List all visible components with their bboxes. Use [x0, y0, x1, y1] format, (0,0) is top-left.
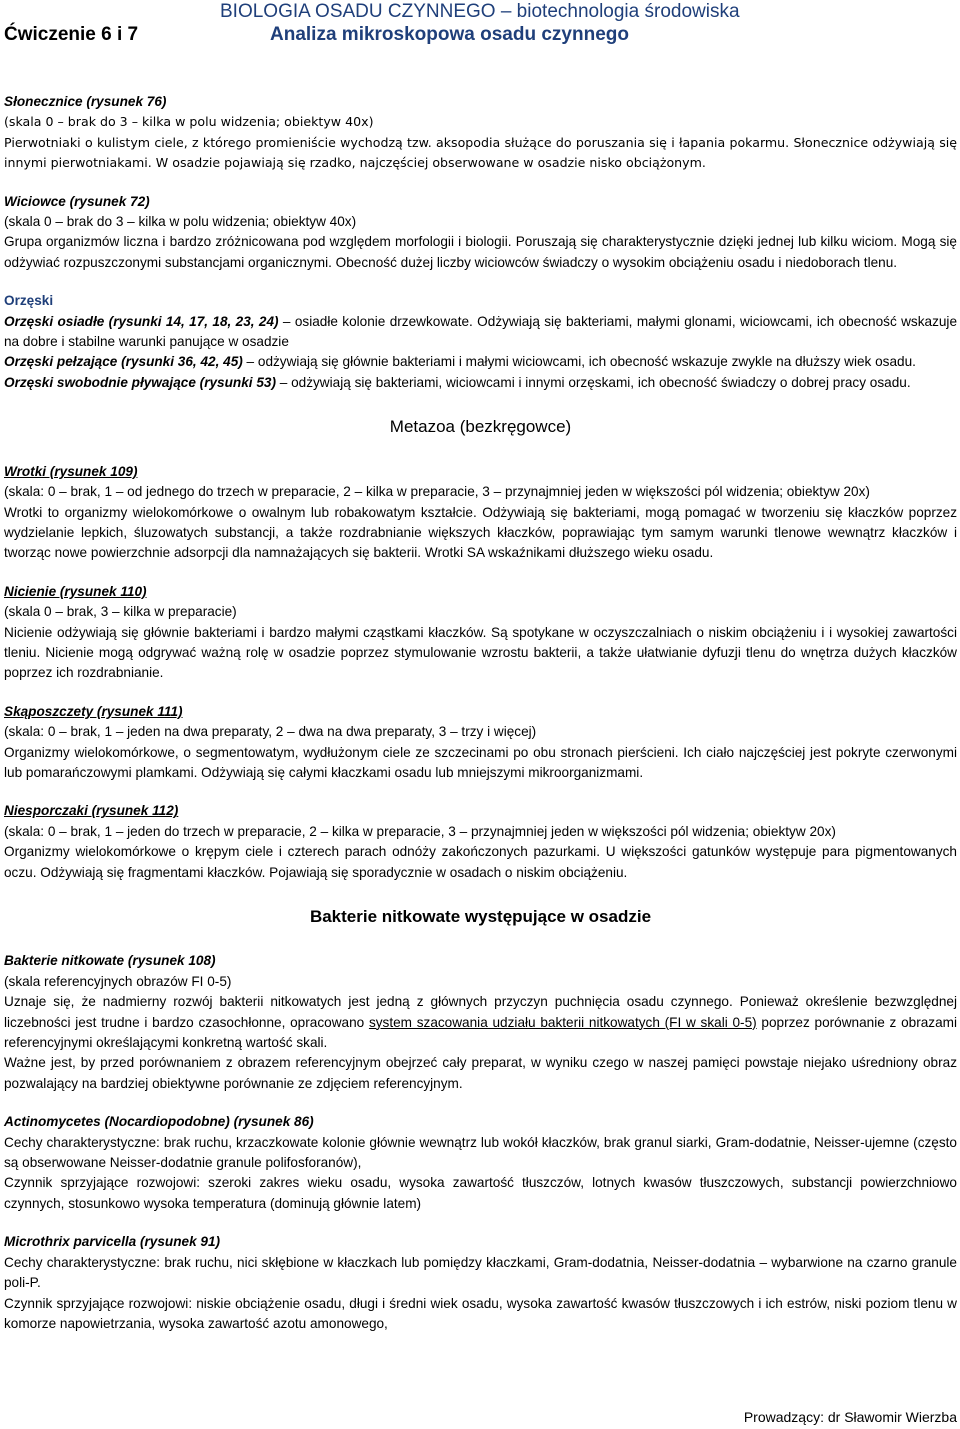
nitkowate-heading: Bakterie nitkowate (rysunek 108): [4, 953, 216, 969]
actinomycetes-czynnik: Czynnik sprzyjające rozwojowi: szeroki zakres wieku osadu, wysoka zawartość tłuszczów, lotnych kwasów tłuszczowych, substancji powierzchniowo czynnych, stosunkowo wysoka temperatura (dominują głównie latem): [4, 1175, 957, 1211]
metazoa-heading: Metazoa (bezkręgowce): [389, 417, 572, 437]
course-title: BIOLOGIA OSADU CZYNNEGO – biotechnologia środowiska: [220, 1, 740, 22]
nitkowate-desc-b: poprzez porównanie z obrazami referencyjnymi określającymi konkretną wartość skali.: [4, 1014, 957, 1051]
skaposzczety-heading: Skąposzczety (rysunek 111): [4, 703, 183, 719]
bakterie-heading: Bakterie nitkowate występujące w osadzie: [309, 907, 652, 926]
niesporczaki-desc: Organizmy wielokomórkowe o krępym ciele i czterech parach odnóży zakończonych pazurkami. U większości gatunków występuje para pigmentowanych oczu. Odżywiają się fragmentami kłaczków. Pojawiają się sporadycznie w osadach o niskim obciążeniu.: [4, 844, 957, 880]
wrotki-desc: Wrotki to organizmy wielokomórkowe o owalnym lub robakowatym kształcie. Odżywiają się bakteriami, mogą pomagać w tworzeniu się kłaczków poprzez wydzielanie lepkich, śluzowatych substancji, a także rozdrabnianie większych kłaczków, poprawiając tym samym warunki tlenowe wewnątrz kłaczków i tworząc nowe powierzchnie adsorpcji dla namnażających się bakterii. Wrotki SA wskaźnikami dłuższego wieku osadu.: [4, 504, 957, 561]
microthrix-heading: Microthrix parvicella (rysunek 91): [4, 1234, 221, 1250]
nitkowate-desc2: Ważne jest, by przed porównaniem z obrazem referencyjnym obejrzeć cały preparat, w wyniku czego w naszej pamięci powstaje niejako uśredniony obraz pozwalający na bardziej obiektywne porównanie ze zdjęciem referencyjnym.: [4, 1055, 957, 1091]
instructor-footer: Prowadzący: dr Sławomir Wierzba: [743, 1409, 957, 1425]
orzeski-pelzajace: [4, 352, 957, 372]
wrotki-scale: (skala: 0 – brak, 1 – od jednego do trzech w preparacie, 2 – kilka w preparacie, 3 – przynajmniej jeden w większości pól widzenia; obiektyw 20x): [4, 484, 870, 500]
wiciowce-heading: Wiciowce (rysunek 72): [4, 193, 150, 209]
nicienie-heading: Nicienie (rysunek 110): [4, 583, 147, 599]
orzeski-plywajace-text: – odżywiają się bakteriami, wiciowcami i innymi orzęskami, ich obecność świadczy o dobrej pracy osadu.: [275, 374, 911, 390]
orzeski-plywajace-label: Orzęski swobodnie pływające (rysunki 53): [4, 374, 276, 390]
orzeski-heading: Orzęski: [4, 293, 54, 309]
nitkowate-scale: (skala referencyjnych obrazów FI 0-5): [4, 973, 232, 989]
orzeski-osiadle-label: Orzęski osiadłe (rysunki 14, 17, 18, 23, 24): [4, 313, 279, 329]
wiciowce-desc: Grupa organizmów liczna i bardzo zróżnicowana pod względem morfologii i biologii. Poruszają się charakterystycznie dzięki jednej lub kilku wiciom. Mogą się odżywiać rozpuszczonymi substancjami organicznymi. Obecność dużej liczby wiciowców świadczy o wysokim obciążeniu osadu i niedoborach tlenu.: [4, 234, 957, 270]
actinomycetes-heading: Actinomycetes (Nocardiopodobne) (rysunek 86): [4, 1114, 314, 1130]
page-title: Analiza mikroskopowa osadu czynnego: [270, 24, 629, 45]
niesporczaki-heading: Niesporczaki (rysunek 112): [4, 803, 179, 819]
document-body: [4, 92, 957, 1334]
nicienie-desc: Nicienie odżywiają się głównie bakteriami i bardzo małymi cząstkami kłaczków. Są spotykane w oczyszczalniach o niskim obciążeniu i i wysokiej zawartości tleniu. Nicienie mogą odgrywać ważną rolę w osadzie poprzez stymulowanie wzrostu bakterii, a także ułatwianie dyfuzji tlenu do wnętrza dużych kłaczków poprzez ich rozdrabnianie.: [4, 624, 957, 681]
actinomycetes-cechy: Cechy charakterystyczne: brak ruchu, krzaczkowate kolonie głównie wewnątrz lub wokół kłaczków, brak granul siarki, Gram-dodatnie, Neisser-ujemne (często są obserwowane Neisser-dodatnie granule polifosforanów),: [4, 1134, 957, 1171]
sloneczniki-desc: Pierwotniaki o kulistym ciele, z którego promieniście wychodzą tzw. aksopodia służące do poruszania się i łapania pokarmu. Słonecznice odżywiają się innymi pierwotniakami. W osadzie pojawiają się rzadko, najczęściej obserwowane w osadzie nisko obciążonym.: [4, 134, 957, 171]
sloneczniki-heading: Słonecznice (rysunek 76): [4, 94, 167, 109]
fi-scale-link: system szacowania udziału bakterii nitkowatych (FI w skali 0-5): [368, 1014, 757, 1030]
orzeski-osiadle-text: – osiadłe kolonie drzewkowate. Odżywiają się bakteriami, małymi glonami, wiciowcami, ich obecność wskazuje na dobre i stabilne warunki panujące w osadzie: [4, 313, 958, 350]
nicienie-scale: (skala 0 – brak, 3 – kilka w preparacie): [4, 604, 237, 620]
orzeski-plywajace: [4, 373, 957, 393]
nitkowate-desc: [4, 992, 957, 1053]
skaposzczety-scale: (skala: 0 – brak, 1 – jeden na dwa preparaty, 2 – dwa na dwa preparaty, 3 – trzy i więcej): [4, 724, 537, 740]
skaposzczety-desc: Organizmy wielokomórkowe, o segmentowatym, wydłużonym ciele ze szczecinami po obu stronach pierścieni. Ich ciało najczęściej jest pokryte czerwonymi lub pomarańczowymi plamkami. Odżywiają się całymi kłaczkami osadu lub mniejszymi mikroorganizmami.: [4, 744, 957, 780]
sloneczniki-scale: (skala 0 – brak do 3 – kilka w polu widzenia; obiektyw 40x): [4, 114, 374, 130]
orzeski-osiadle: [4, 312, 957, 353]
microthrix-czynnik: Czynnik sprzyjające rozwojowi: niskie obciążenie osadu, długi i średni wiek osadu, wysoka zawartość kwasów tłuszczowych i ich estrów, niski poziom tlenu w komorze napowietrzania, wysoka zawartość azotu amonowego,: [4, 1295, 957, 1331]
microthrix-cechy: Cechy charakterystyczne: brak ruchu, nici skłębione w kłaczkach lub pomiędzy kłaczkami, Gram-dodatnia, Neisser-dodatnia – wybarwione na czarno granule poli-P.: [4, 1254, 957, 1291]
orzeski-pelzajace-text: – odżywiają się głównie bakteriami i małymi wiciowcami, ich obecność wskazuje zwykle na dłuższy wiek osadu.: [242, 354, 916, 370]
niesporczaki-scale: (skala: 0 – brak, 1 – jeden do trzech w preparacie, 2 – kilka w preparacie, 3 – przynajmniej jeden w większości pól widzenia; obiektyw 20x): [4, 823, 836, 839]
wrotki-heading: Wrotki (rysunek 109): [4, 463, 138, 479]
wiciowce-scale: (skala 0 – brak do 3 – kilka w polu widzenia; obiektyw 40x): [4, 214, 357, 230]
exercise-label: Ćwiczenie 6 i 7: [4, 24, 139, 45]
orzeski-pelzajace-label: Orzęski pełzające (rysunki 36, 42, 45): [4, 354, 243, 370]
nitkowate-desc-a: Uznaje się, że nadmierny rozwój bakterii nitkowatych jest jedną z głównych przyczyn puchnięcia osadu czynnego. Ponieważ określenie bezwzględnej liczebności jest trudne i bardzo czasochłonne, opracowano: [4, 994, 957, 1030]
